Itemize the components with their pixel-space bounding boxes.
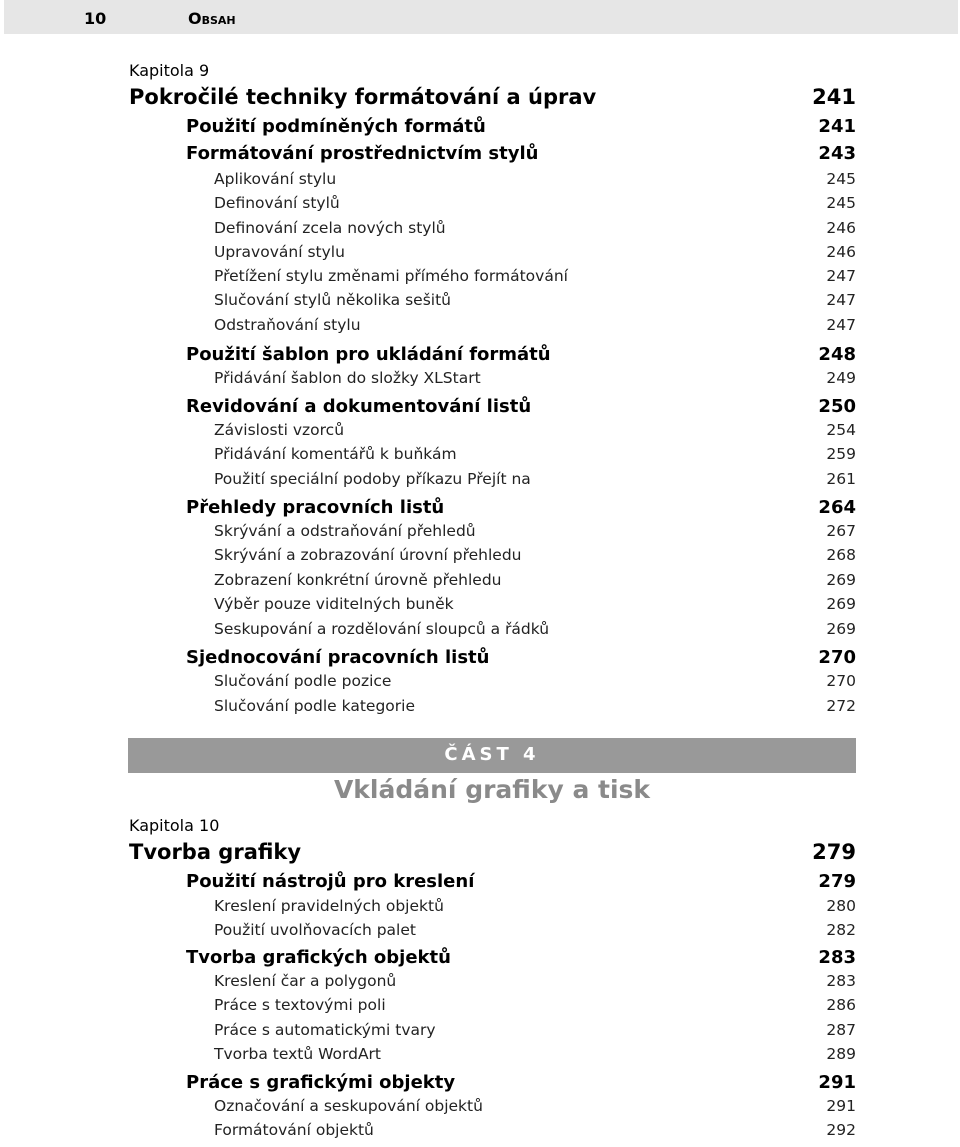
toc-entry xyxy=(0,522,960,542)
toc-entry-page: 287 xyxy=(826,1021,856,1039)
chapter-label xyxy=(0,816,960,836)
toc-entry xyxy=(0,291,960,311)
toc-entry-title: Práce s grafickými objekty xyxy=(186,1072,456,1093)
toc-entry-page: 254 xyxy=(826,421,856,439)
toc-entry xyxy=(0,1045,960,1065)
toc-entry xyxy=(0,897,960,917)
toc-entry-page: 247 xyxy=(826,291,856,309)
toc-entry-title: Přehledy pracovních listů xyxy=(186,497,445,518)
toc-entry-title: Použití speciální podoby příkazu Přejít na xyxy=(214,470,531,488)
toc-entry-title: Tvorba textů WordArt xyxy=(214,1045,381,1063)
toc-entry-page: 272 xyxy=(826,697,856,715)
toc-entry-page: 292 xyxy=(826,1121,856,1139)
toc-entry-title: Závislosti vzorců xyxy=(214,421,345,439)
toc-entry-title: Slučování stylů několika sešitů xyxy=(214,291,451,309)
toc-entry xyxy=(0,219,960,239)
part-number: ČÁST 4 xyxy=(444,744,540,765)
toc-entry-page: 245 xyxy=(826,170,856,188)
toc-entry xyxy=(0,85,960,111)
toc-entry-page: 291 xyxy=(826,1097,856,1115)
toc-entry-page: 279 xyxy=(818,871,856,892)
toc-entry-title: Formátování prostřednictvím stylů xyxy=(186,143,539,164)
toc-entry-page: 267 xyxy=(826,522,856,540)
toc-entry-page: 246 xyxy=(826,219,856,237)
toc-entry-page: 241 xyxy=(812,85,856,109)
toc-entry-title: Upravování stylu xyxy=(214,243,345,261)
toc-entry-title: Slučování podle pozice xyxy=(214,672,392,690)
chapter-label xyxy=(0,61,960,81)
toc-entry-title: Tvorba grafiky xyxy=(129,840,302,864)
toc-entry-title: Kapitola 10 xyxy=(129,816,220,835)
toc-entry xyxy=(0,243,960,263)
toc-entry xyxy=(0,595,960,615)
toc-entry-page: 247 xyxy=(826,267,856,285)
toc-entry-page: 291 xyxy=(818,1072,856,1093)
toc-entry-title: Skrývání a odstraňování přehledů xyxy=(214,522,476,540)
toc-entry-title: Přetížení stylu změnami přímého formátování xyxy=(214,267,568,285)
toc-entry-page: 268 xyxy=(826,546,856,564)
toc-entry xyxy=(0,170,960,190)
toc-entry xyxy=(0,497,960,521)
toc-entry-title: Použití nástrojů pro kreslení xyxy=(186,871,475,892)
toc-entry-title: Definování zcela nových stylů xyxy=(214,219,446,237)
toc-entry xyxy=(0,647,960,671)
toc-entry-page: 270 xyxy=(818,647,856,668)
toc-entry-title: Označování a seskupování objektů xyxy=(214,1097,483,1115)
toc-entry-page: 289 xyxy=(826,1045,856,1063)
toc-entry-page: 283 xyxy=(818,947,856,968)
toc-entry xyxy=(0,116,960,140)
toc-entry-page: 280 xyxy=(826,897,856,915)
toc-entry-page: 286 xyxy=(826,996,856,1014)
toc-entry xyxy=(0,972,960,992)
header-title: Obsah xyxy=(188,9,236,28)
toc-entry xyxy=(0,470,960,490)
toc-entry-title: Formátování objektů xyxy=(214,1121,374,1139)
toc-entry xyxy=(0,344,960,368)
toc-entry-title: Sjednocování pracovních listů xyxy=(186,647,490,668)
toc-entry-title: Skrývání a zobrazování úrovní přehledu xyxy=(214,546,522,564)
toc-entry-title: Kreslení čar a polygonů xyxy=(214,972,397,990)
toc-entry xyxy=(0,620,960,640)
toc-entry xyxy=(0,1097,960,1117)
toc-entry xyxy=(0,697,960,717)
toc-entry-title: Kreslení pravidelných objektů xyxy=(214,897,444,915)
toc-entry xyxy=(0,571,960,591)
toc-entry xyxy=(0,996,960,1016)
toc-entry xyxy=(0,840,960,866)
toc-entry-page: 283 xyxy=(826,972,856,990)
part-title: Vkládání grafiky a tisk xyxy=(333,775,651,804)
toc-entry-page: 241 xyxy=(818,116,856,137)
toc-entry-title: Práce s automatickými tvary xyxy=(214,1021,436,1039)
toc-entry-title: Použití uvolňovacích palet xyxy=(214,921,416,939)
toc-entry-page: 261 xyxy=(826,470,856,488)
toc-entry-page: 269 xyxy=(826,620,856,638)
toc-entry xyxy=(0,445,960,465)
toc-entry xyxy=(0,316,960,336)
toc-entry xyxy=(0,672,960,692)
toc-entry-title: Kapitola 9 xyxy=(129,61,210,80)
toc-entry-title: Použití šablon pro ukládání formátů xyxy=(186,344,551,365)
toc-entry xyxy=(0,871,960,895)
page-header xyxy=(4,0,958,34)
toc-entry-title: Tvorba grafických objektů xyxy=(186,947,451,968)
toc-entry xyxy=(0,194,960,214)
toc-entry xyxy=(0,369,960,389)
toc-entry xyxy=(0,267,960,287)
toc-entry-title: Pokročilé techniky formátování a úprav xyxy=(129,85,597,109)
toc-entry-title: Použití podmíněných formátů xyxy=(186,116,486,137)
toc-entry xyxy=(0,1121,960,1141)
toc-entry-page: 264 xyxy=(818,497,856,518)
toc-entry-title: Výběr pouze viditelných buněk xyxy=(214,595,454,613)
toc-entry-page: 250 xyxy=(818,396,856,417)
toc-entry-page: 248 xyxy=(818,344,856,365)
toc-entry-title: Aplikování stylu xyxy=(214,170,337,188)
toc-entry-page: 245 xyxy=(826,194,856,212)
page-number: 10 xyxy=(84,9,107,28)
toc-entry-page: 247 xyxy=(826,316,856,334)
toc-entry-title: Odstraňování stylu xyxy=(214,316,361,334)
toc-entry-page: 270 xyxy=(826,672,856,690)
toc-entry xyxy=(0,421,960,441)
toc-entry xyxy=(0,1021,960,1041)
toc-entry-title: Zobrazení konkrétní úrovně přehledu xyxy=(214,571,502,589)
toc-entry xyxy=(0,1072,960,1096)
toc-entry-title: Definování stylů xyxy=(214,194,340,212)
toc-entry-title: Přidávání komentářů k buňkám xyxy=(214,445,457,463)
toc-entry-page: 269 xyxy=(826,571,856,589)
toc-entry-title: Práce s textovými poli xyxy=(214,996,386,1014)
toc-entry-page: 249 xyxy=(826,369,856,387)
toc-entry-page: 282 xyxy=(826,921,856,939)
toc-entry-title: Slučování podle kategorie xyxy=(214,697,415,715)
toc-entry xyxy=(0,396,960,420)
toc-entry-page: 243 xyxy=(818,143,856,164)
toc-entry-page: 259 xyxy=(826,445,856,463)
toc-entry-page: 269 xyxy=(826,595,856,613)
toc-entry xyxy=(0,143,960,167)
toc-entry-title: Revidování a dokumentování listů xyxy=(186,396,532,417)
toc-entry-page: 279 xyxy=(812,840,856,864)
toc-entry-title: Přidávání šablon do složky XLStart xyxy=(214,369,481,387)
toc-entry-page: 246 xyxy=(826,243,856,261)
toc-entry xyxy=(0,947,960,971)
toc-entry xyxy=(0,546,960,566)
toc-entry-title: Seskupování a rozdělování sloupců a řádků xyxy=(214,620,550,638)
toc-entry xyxy=(0,921,960,941)
